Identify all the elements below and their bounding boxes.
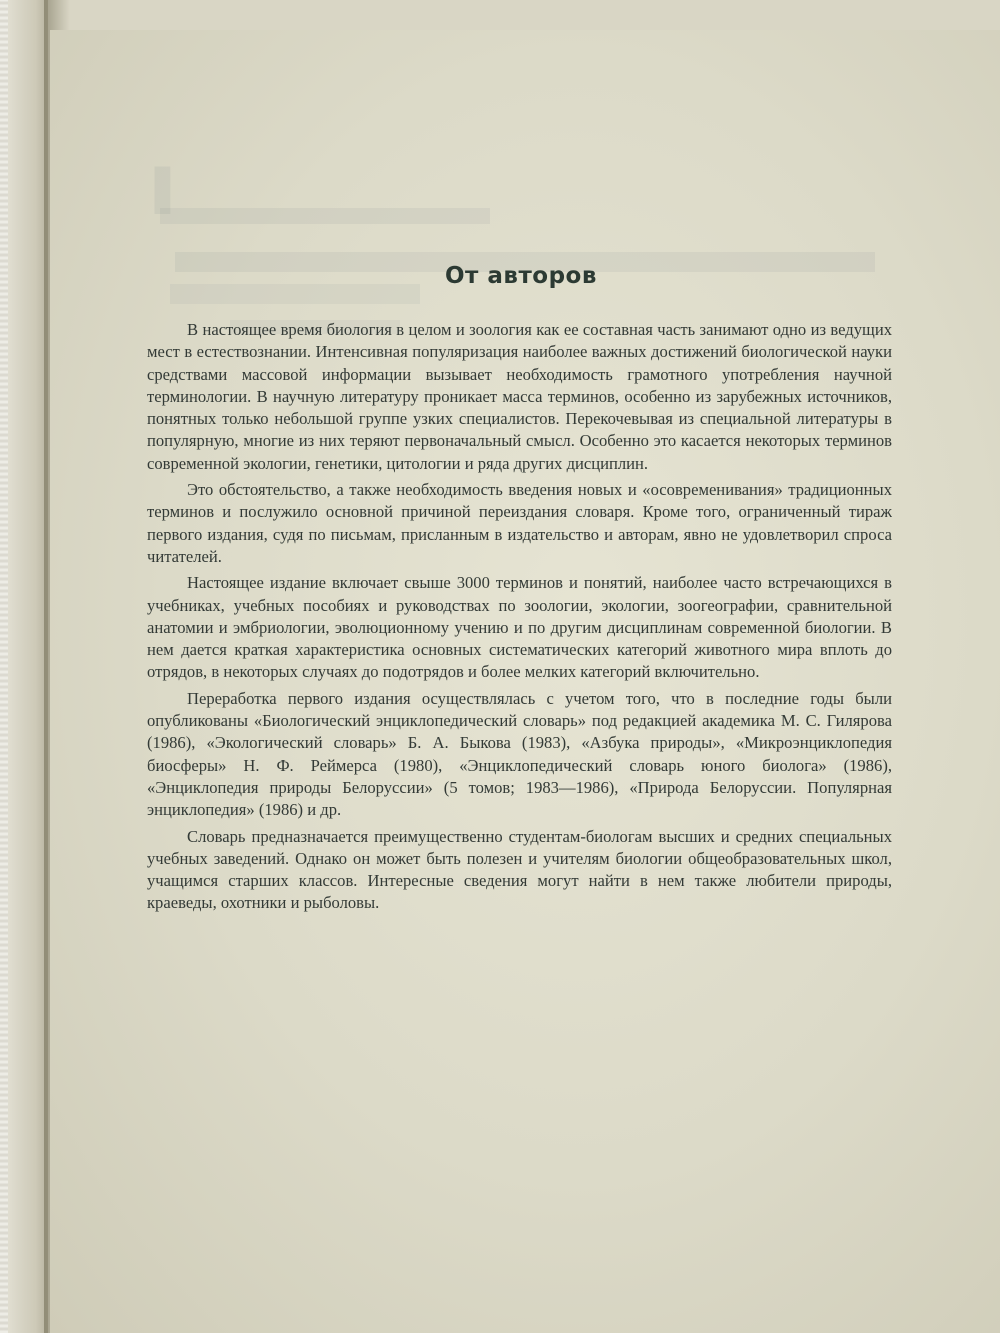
spine-binding-edge [0, 0, 8, 1333]
paragraph-2: Это обстоятельство, а также необходимость введения новых и «осовременивания» традиционных терминов и послужило основной причиной переиздания словаря. Кроме того, ограниченный тираж первого издания, судя по письмам, присланным в издательство и авторам, явно не удовлетворил спроса читателей. [147, 480, 892, 566]
show-through-mark [160, 208, 490, 224]
show-through-mark [170, 284, 420, 304]
paragraph-5: Словарь предназначается преимущественно студентам-биологам высших и средних специальных учебных заведений. Однако он может быть полезен и учителям биологии общеобразовательных школ, учащимся старших классов. Интересные сведения могут найти в нем также любители природы, краеведы, охотники и рыболовы. [147, 826, 892, 913]
section-title: От авторов [445, 263, 597, 289]
paragraph-3: Настоящее издание включает свыше 3000 терминов и понятий, наиболее часто встречающихся в учебниках, учебных пособиях и руководствах по зоологии, экологии, зоогеографии, сравнительной анатомии и эмбриологии, эволюционному учению и по другим дисциплинам современной биологии. В нем дается краткая характеристика основных систематических категорий животного мира вплоть до отрядов, в некоторых случаях до подотрядов и более мелких категорий включительно. [147, 573, 892, 682]
paragraph-4: Переработка первого издания осуществлялась с учетом того, что в последние годы были опубликованы «Биологический энциклопедический словарь» под редакцией академика М. С. Гилярова (1986), «Экологический словарь» Б. А. Быкова (1983), «Азбука природы», «Микроэнциклопедия биосферы» Н. Ф. Реймерса (1980), «Энциклопедический словарь юного биолога» (1986), «Энциклопедия природы Белоруссии» (5 томов; 1983—1986), «Природа Белоруссии. Популярная энциклопедия» (1986) и др. [147, 688, 892, 820]
paragraph-1: В настоящее время биология в целом и зоология как ее составная часть занимают одно из ведущих мест в естествознании. Интенсивная популяризация наиболее важных достижений биологической науки средствами массовой информации вызывает необходимость грамотного употребления научной терминологии. В научную литературу проникает масса терминов, особенно из зарубежных источников, понятных только небольшой группе узких специалистов. Перекочевывая из специальной литературы в популярную, многие из них теряют первоначальный смысл. Особенно это касается некоторых терминов современной экологии, генетики, цитологии и ряда других дисциплин. [147, 320, 892, 473]
show-through-mark: ▌ [155, 168, 188, 214]
book-spine [0, 0, 48, 1333]
body-text [147, 319, 892, 919]
